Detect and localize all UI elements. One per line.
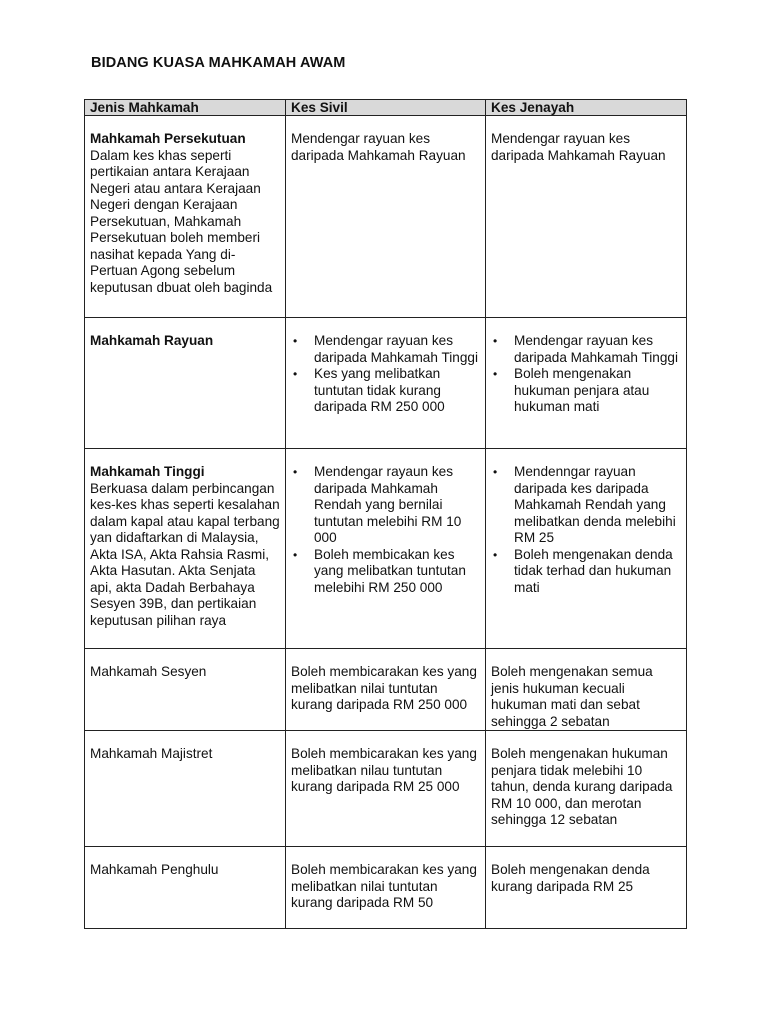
- criminal-text: Boleh mengenakan hukuman penjara tidak melebihi 10 tahun, denda kurang daripada RM 10 000, dan merotan sehingga 12 sebatan: [491, 746, 673, 827]
- civil-points-list: [291, 464, 480, 596]
- court-cell: [85, 731, 286, 847]
- table-row-mahkamah-rayuan: [85, 318, 687, 449]
- list-item: [291, 333, 480, 366]
- document-title: BIDANG KUASA MAHKAMAH AWAM: [91, 55, 346, 71]
- civil-points-list: [291, 333, 480, 416]
- table-row-mahkamah-sesyen: [85, 649, 687, 731]
- court-name: Mahkamah Majistret: [90, 746, 213, 761]
- court-cell: [85, 116, 286, 318]
- criminal-point-text: Boleh mengenakan denda tidak terhad dan hukuman mati: [514, 546, 673, 595]
- table-header-row: [85, 100, 687, 116]
- table-row-mahkamah-tinggi: [85, 449, 687, 649]
- court-cell: [85, 649, 286, 731]
- criminal-case-cell: [486, 731, 687, 847]
- bullet-icon: •: [293, 367, 298, 381]
- civil-case-cell: [286, 649, 486, 731]
- list-item: [491, 464, 681, 547]
- court-description: Dalam kes khas seperti pertikaian antara Kerajaan Negeri atau antara Kerajaan Negeri dengan Kerajaan Persekutuan, Mahkamah Persekutuan boleh memberi nasihat kepada Yang di-Pertuan Agong sebelum keputusan dbuat oleh baginda: [90, 147, 273, 295]
- court-name: Mahkamah Persekutuan: [90, 131, 246, 146]
- table-row-mahkamah-penghulu: [85, 847, 687, 929]
- list-item: [291, 547, 480, 597]
- list-item: [291, 366, 480, 416]
- table-row-mahkamah-persekutuan: [85, 116, 687, 318]
- court-name: Mahkamah Rayuan: [90, 333, 214, 348]
- civil-case-cell: [286, 449, 486, 649]
- bullet-icon: •: [493, 334, 498, 348]
- court-name: Mahkamah Tinggi: [90, 464, 205, 479]
- table-body: [85, 116, 687, 929]
- table-row-mahkamah-majistret: [85, 731, 687, 847]
- list-item: [491, 547, 681, 597]
- civil-case-cell: [286, 847, 486, 929]
- court-cell: [85, 449, 286, 649]
- court-cell: [85, 847, 286, 929]
- criminal-case-cell: [486, 116, 687, 318]
- criminal-points-list: [491, 333, 681, 416]
- list-item: [491, 366, 681, 416]
- bullet-icon: •: [293, 547, 298, 562]
- civil-text: Boleh membicarakan kes yang melibatkan nilai tuntutan kurang daripada RM 50: [291, 862, 477, 910]
- civil-text: Boleh membicarakan kes yang melibatkan nilai tuntutan kurang daripada RM 250 000: [291, 664, 477, 712]
- civil-point-text: Kes yang melibatkan tuntutan tidak kurang daripada RM 250 000: [314, 366, 445, 414]
- civil-point-text: Boleh membicakan kes yang melibatkan tuntutan melebihi RM 250 000: [314, 546, 466, 595]
- court-cell: [85, 318, 286, 449]
- bullet-icon: •: [293, 465, 298, 479]
- criminal-case-cell: [486, 318, 687, 449]
- criminal-text: Boleh mengenakan semua jenis hukuman kecuali hukuman mati dan sebat sehingga 2 sebatan: [491, 664, 653, 729]
- criminal-point-text: Boleh mengenakan hukuman penjara atau hukuman mati: [514, 366, 650, 414]
- criminal-point-text: Mendenngar rayuan daripada kes daripada Mahkamah Rendah yang melibatkan denda melebihi RM 25: [514, 464, 676, 545]
- civil-case-cell: [286, 731, 486, 847]
- civil-case-cell: [286, 116, 486, 318]
- bullet-icon: •: [293, 334, 298, 348]
- header-kes-sivil: Kes Sivil: [286, 100, 486, 116]
- criminal-case-cell: [486, 847, 687, 929]
- header-jenis-mahkamah: Jenis Mahkamah: [85, 100, 286, 116]
- civil-text: Boleh membicarakan kes yang melibatkan nilau tuntutan kurang daripada RM 25 000: [291, 746, 477, 794]
- criminal-point-text: Mendengar rayuan kes daripada Mahkamah Tinggi: [514, 333, 678, 365]
- court-name: Mahkamah Sesyen: [90, 664, 207, 679]
- criminal-points-list: [491, 464, 681, 596]
- civil-text: Mendengar rayuan kes daripada Mahkamah Rayuan: [291, 131, 466, 163]
- court-name: Mahkamah Penghulu: [90, 862, 219, 877]
- criminal-text: Mendengar rayuan kes daripada Mahkamah Rayuan: [491, 131, 666, 163]
- list-item: [291, 464, 480, 547]
- criminal-case-cell: [486, 649, 687, 731]
- civil-point-text: Mendengar rayaun kes daripada Mahkamah Rendah yang bernilai tuntutan melebihi RM 10 000: [314, 464, 462, 545]
- bullet-icon: •: [493, 367, 498, 381]
- court-jurisdiction-table: [84, 99, 687, 929]
- bullet-icon: •: [493, 465, 498, 479]
- header-kes-jenayah: Kes Jenayah: [486, 100, 687, 116]
- bullet-icon: •: [493, 547, 498, 562]
- civil-point-text: Mendengar rayuan kes daripada Mahkamah Tinggi: [314, 333, 478, 365]
- criminal-case-cell: [486, 449, 687, 649]
- list-item: [491, 333, 681, 366]
- criminal-text: Boleh mengenakan denda kurang daripada RM 25: [491, 862, 650, 894]
- civil-case-cell: [286, 318, 486, 449]
- court-description: Berkuasa dalam perbincangan kes-kes khas seperti kesalahan dalam kapal atau kapal terbang yan didaftarkan di Malaysia, Akta ISA, Akta Rahsia Rasmi, Akta Hasutan. Akta Senjata api, akta Dadah Berbahaya Sesyen 39B, dan pertikaian keputusan pilihan raya: [90, 480, 280, 628]
